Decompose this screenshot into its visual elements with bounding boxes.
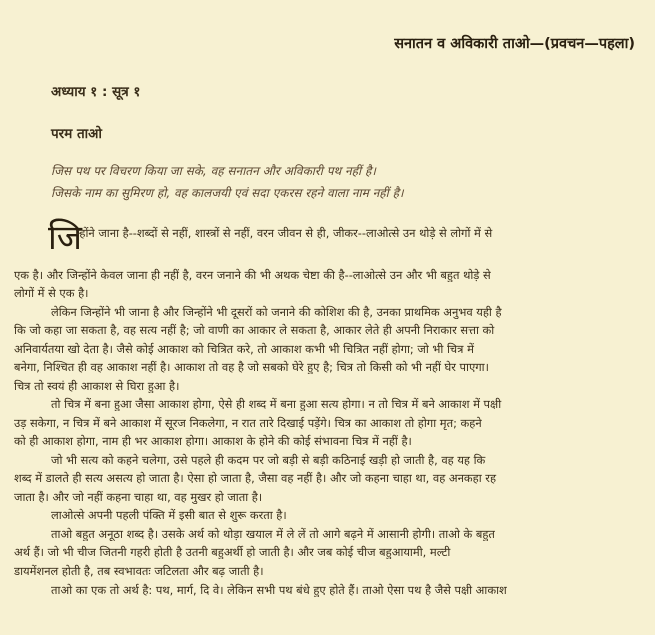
verse-line-2: जिसके नाम का सुमिरण हो, वह कालजयी एवं सदा एकरस रहने वाला नाम नहीं है। [51, 186, 404, 200]
page-header: सनातन व अविकारी ताओ—(प्रवचन—पहला) [394, 36, 635, 52]
body-line: चित्र तो स्वयं ही आकाश से घिरा हुआ है। [14, 379, 180, 393]
body-line: ताओ बहुत अनूठा शब्द है। उसके अर्थ को थोड़ा खयाल में ले लें तो आगे बढ़ने में आसानी होगी। ताओ के बहुत [51, 527, 495, 541]
body-line: डायमेंशनल होती है, तब स्वभावतः जटिलता और बढ़ जाती है। [14, 564, 264, 578]
body-line: ताओ का एक तो अर्थ है: पथ, मार्ग, दि वे। लेकिन सभी पथ बंधे हुए होते हैं। ताओ ऐसा पथ है जैसे पक्षी आकाश [51, 583, 507, 597]
body-line: अर्थ हैं। जो भी चीज जितनी गहरी होती है उतनी बहुअर्थी हो जाती है। और जब कोई चीज बहुआयामी, मल्टी [14, 545, 451, 559]
section-heading: परम ताओ [51, 126, 102, 142]
verse-line-1: जिस पथ पर विचरण किया जा सके, वह सनातन और अविकारी पथ नहीं है। [51, 164, 376, 178]
chapter-heading: अध्याय १ : सूत्र १ [51, 84, 141, 100]
body-line: तो चित्र में बना हुआ जैसा आकाश होगा, ऐसे ही शब्द में बना हुआ सत्य होगा। न तो चित्र में बने आकाश में पक्षी [51, 397, 502, 411]
drop-cap: जि [48, 218, 83, 258]
body-line: जो भी सत्य को कहने चलेगा, उसे पहले ही कदम पर जो बड़ी से बड़ी कठिनाई खड़ी हो जाती है, वह यह कि [51, 453, 486, 467]
body-line: बनेगा, निश्चित ही वह आकाश नहीं है। आकाश तो वह है जो सबको घेरे हुए है; चित्र तो किसी को भी नहीं घेर पाएगा। [14, 360, 489, 374]
body-line: शब्द में डालते ही सत्य असत्य हो जाता है। ऐसा हो जाता है, जैसा वह नहीं है। और जो कहना चाहा था, वह अनकहा रह [14, 471, 496, 485]
body-line: अनिवार्यतया खो देता है। जैसे कोई आकाश को चित्रित करे, तो आकाश कभी भी चित्रित नहीं होगा; जो भी चित्र में [14, 342, 474, 356]
body-line: उड़ सकेगा, न चित्र में बने आकाश में सूरज निकलेगा, न रात तारे दिखाई पड़ेंगे। चित्र का आकाश तो होगा मृत; कहने [14, 416, 482, 430]
body-line: को ही आकाश होगा, नाम ही भर आकाश होगा। आकाश के होने की कोई संभावना चित्र में नहीं है। [14, 434, 412, 448]
body-line: एक है। और जिन्होंने केवल जाना ही नहीं है, वरन जनाने की भी अथक चेष्टा की है--लाओत्से उन और भी बहुत थोड़े से [14, 268, 491, 282]
body-line: लोगों में से एक है। [14, 286, 89, 300]
body-line: जाता है। और जो नहीं कहना चाहा था, वह मुखर हो जाता है। [14, 490, 263, 504]
body-line: कि जो कहा जा सकता है, वह सत्य नहीं है; जो वाणी का आकार ले सकता है, आकार लेते ही अपनी निराकार सत्ता को [14, 323, 495, 337]
body-line: लाओत्से अपनी पहली पंक्ति में इसी बात से शुरू करता है। [51, 508, 287, 522]
body-line: लेकिन जिन्होंने भी जाना है और जिन्होंने भी दूसरों को जनाने की कोशिश की है, उनका प्राथमिक अनुभव यही है [51, 305, 502, 319]
body-line: न्होंने जाना है--शब्दों से नहीं, शास्त्रों से नहीं, वरन जीवन से ही, जीकर--लाओत्से उन थोड़े से लोगों में से [76, 226, 493, 240]
